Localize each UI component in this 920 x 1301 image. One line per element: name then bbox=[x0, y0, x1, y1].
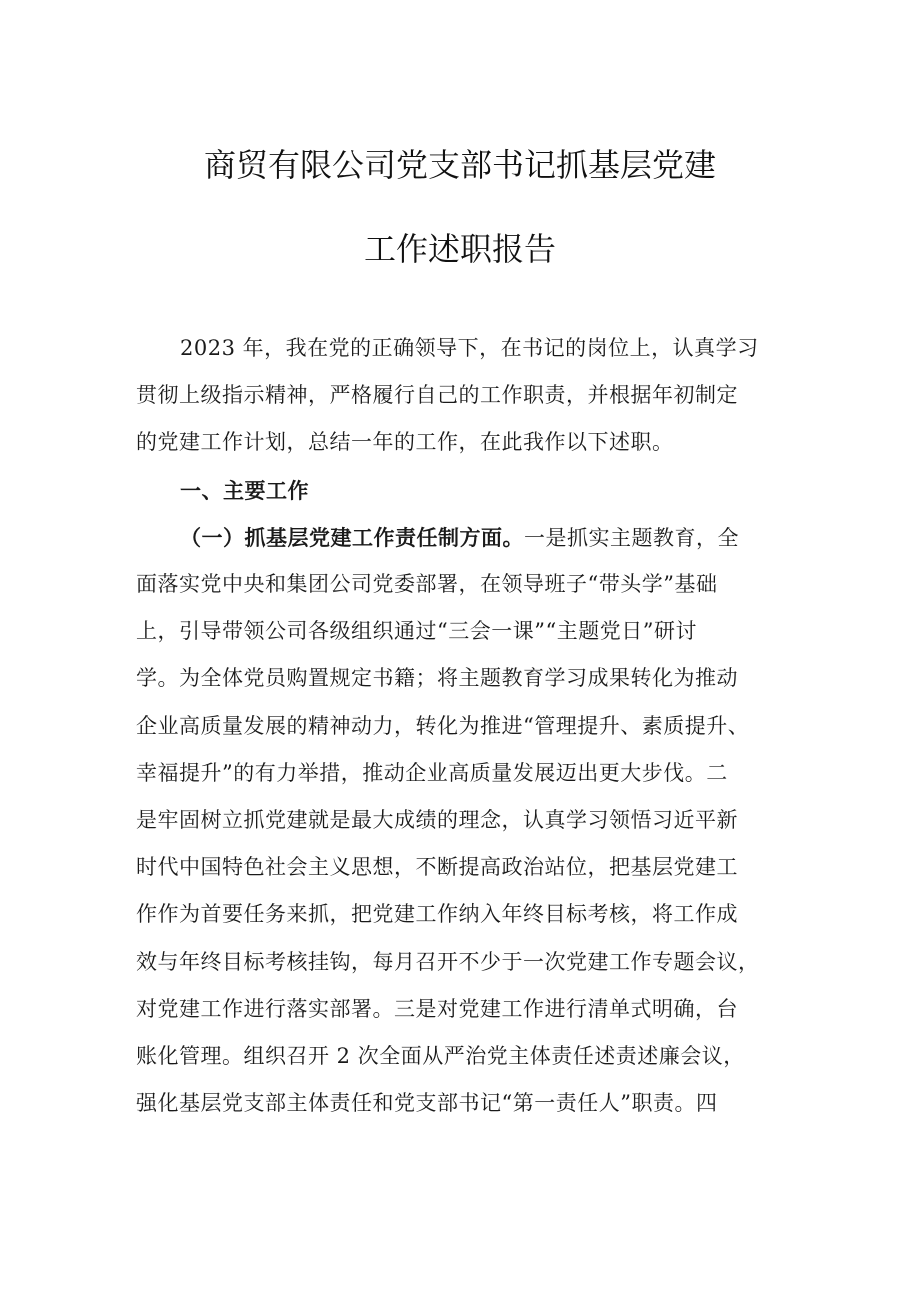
paragraph-text: 一是抓实主题教育，全 bbox=[524, 525, 739, 550]
paragraph-line bbox=[136, 618, 697, 645]
paragraph-line bbox=[136, 571, 717, 598]
paragraph-line bbox=[136, 429, 674, 456]
paragraph-text: 上，引导带领公司各级组织通过“三会一课”“主题党日”研讨 bbox=[136, 619, 697, 644]
paragraph-line bbox=[136, 665, 738, 692]
paragraph-text: 强化基层党支部主体责任和党支部书记“第一责任人”职责。四 bbox=[136, 1091, 718, 1116]
paragraph-line bbox=[136, 854, 738, 881]
paragraph-text: 的党建工作计划，总结一年的工作，在此我作以下述职。 bbox=[136, 430, 674, 455]
paragraph-text: 企业高质量发展的精神动力，转化为推进“管理提升、素质提升、 bbox=[136, 713, 750, 738]
document-title-line-2: 工作述职报告 bbox=[363, 230, 556, 268]
paragraph-text: 幸福提升”的有力举措，推动企业高质量发展迈出更大步伐。二 bbox=[136, 760, 728, 785]
section-heading: 一、主要工作 bbox=[180, 477, 309, 503]
paragraph-line bbox=[180, 335, 759, 362]
paragraph-text: 学。为全体党员购置规定书籍；将主题教育学习成果转化为推动 bbox=[136, 666, 738, 691]
paragraph-line bbox=[136, 713, 749, 740]
paragraph-text: 账化管理。组织召开 2 次全面从严治党主体责任述责述廉会议， bbox=[136, 1044, 745, 1068]
paragraph-line bbox=[136, 1043, 745, 1070]
paragraph-line bbox=[136, 760, 728, 787]
paragraph-text: 时代中国特色社会主义思想，不断提高政治站位，把基层党建工 bbox=[136, 855, 738, 880]
paragraph-text: 是牢固树立抓党建就是最大成绩的理念，认真学习领悟习近平新 bbox=[136, 808, 738, 832]
paragraph-text: 2023 年，我在党的正确领导下，在书记的岗位上，认真学习 bbox=[180, 336, 759, 360]
document-title-line-1: 商贸有限公司党支部书记抓基层党建 bbox=[203, 146, 716, 184]
paragraph-line bbox=[136, 1090, 717, 1117]
paragraph-line bbox=[180, 477, 309, 505]
paragraph-text: 贯彻上级指示精神，严格履行自己的工作职责，并根据年初制定 bbox=[136, 383, 738, 408]
paragraph-line bbox=[136, 901, 738, 928]
paragraph-line bbox=[136, 949, 760, 976]
paragraph-line bbox=[136, 996, 738, 1023]
paragraph-text: 作作为首要任务来抓，把党建工作纳入年终目标考核，将工作成 bbox=[136, 902, 738, 927]
paragraph-line bbox=[136, 807, 738, 834]
paragraph-text: 对党建工作进行落实部署。三是对党建工作进行清单式明确，台 bbox=[136, 996, 738, 1021]
section-subheading: （一）抓基层党建工作责任制方面。 bbox=[180, 524, 524, 550]
paragraph-line bbox=[136, 382, 738, 409]
paragraph-line bbox=[180, 524, 739, 552]
paragraph-text: 面落实党中央和集团公司党委部署，在领导班子“带头学”基础 bbox=[136, 572, 718, 596]
paragraph-text: 效与年终目标考核挂钩，每月召开不少于一次党建工作专题会议， bbox=[136, 949, 760, 974]
